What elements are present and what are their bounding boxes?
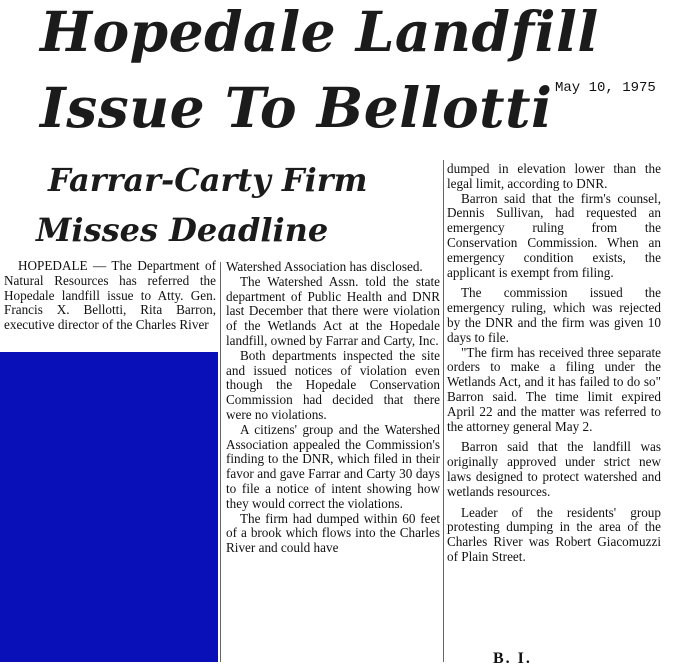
headline-line-2: Issue To Bellotti xyxy=(40,75,553,140)
redaction-block xyxy=(0,352,218,662)
article-column-2 xyxy=(226,260,440,556)
column-divider-1 xyxy=(220,262,221,662)
paragraph: Both departments inspected the site and issued notices of violation even though the Hopedale Conservation Commission had decided that there were no violations. xyxy=(226,347,440,422)
paragraph: The firm had dumped within 60 feet of a brook which flows into the Charles River and could have xyxy=(226,510,440,556)
subheadline-line-2: Misses Deadline xyxy=(36,211,329,249)
paragraph: HOPEDALE — The Department of Natural Resources has referred the Hopedale landfill issue to Atty. Gen. Francis X. Bellotti, Rita Barron, executive director of the Charles River xyxy=(4,258,216,333)
paragraph: Leader of the residents' group protesting dumping in the area of the Charles River was Robert Giacomuzzi of Plain Street. xyxy=(447,504,661,564)
subheadline-line-1: Farrar-Carty Firm xyxy=(48,161,368,199)
column-divider-2 xyxy=(443,160,444,662)
article-column-3 xyxy=(447,162,661,565)
paragraph: dumped in elevation lower than the legal limit, according to DNR. xyxy=(447,161,661,191)
article-column-1 xyxy=(4,259,216,333)
headline-line-1: Hopedale Landfill xyxy=(40,0,599,64)
paragraph: Watershed Association has disclosed. xyxy=(226,259,423,274)
paragraph: "The firm has received three separate orders to make a filing under the Wetlands Act, and it has failed to do so" Barron said. The time limit expired April 22 and the matter was referred to the attorney general May 2. xyxy=(447,344,661,434)
paragraph: The Watershed Assn. told the state department of Public Health and DNR last December that there were violation of the Wetlands Act at the Hopedale landfill, owned by Farrar and Carty, Inc. xyxy=(226,273,440,348)
paragraph: Barron said that the landfill was originally approved under strict new laws designed to protect watershed and wetlands resources. xyxy=(447,439,661,499)
paragraph: The commission issued the emergency ruling, which was rejected by the DNR and the firm was given 10 days to file. xyxy=(447,285,661,345)
paragraph: Barron said that the firm's counsel, Dennis Sullivan, had requested an emergency ruling from the Conservation Commission. When an emergency condition exists, the applicant is exempt from filing. xyxy=(447,190,661,280)
publication-date: May 10, 1975 xyxy=(555,80,656,96)
paragraph: A citizens' group and the Watershed Association appealed the Commission's finding to the DNR, which filed in their favor and gave Farrar and Carty 30 days to file a notice of intent showing how they would correct the violations. xyxy=(226,421,440,511)
footer-fragment: B. I. xyxy=(493,650,532,667)
